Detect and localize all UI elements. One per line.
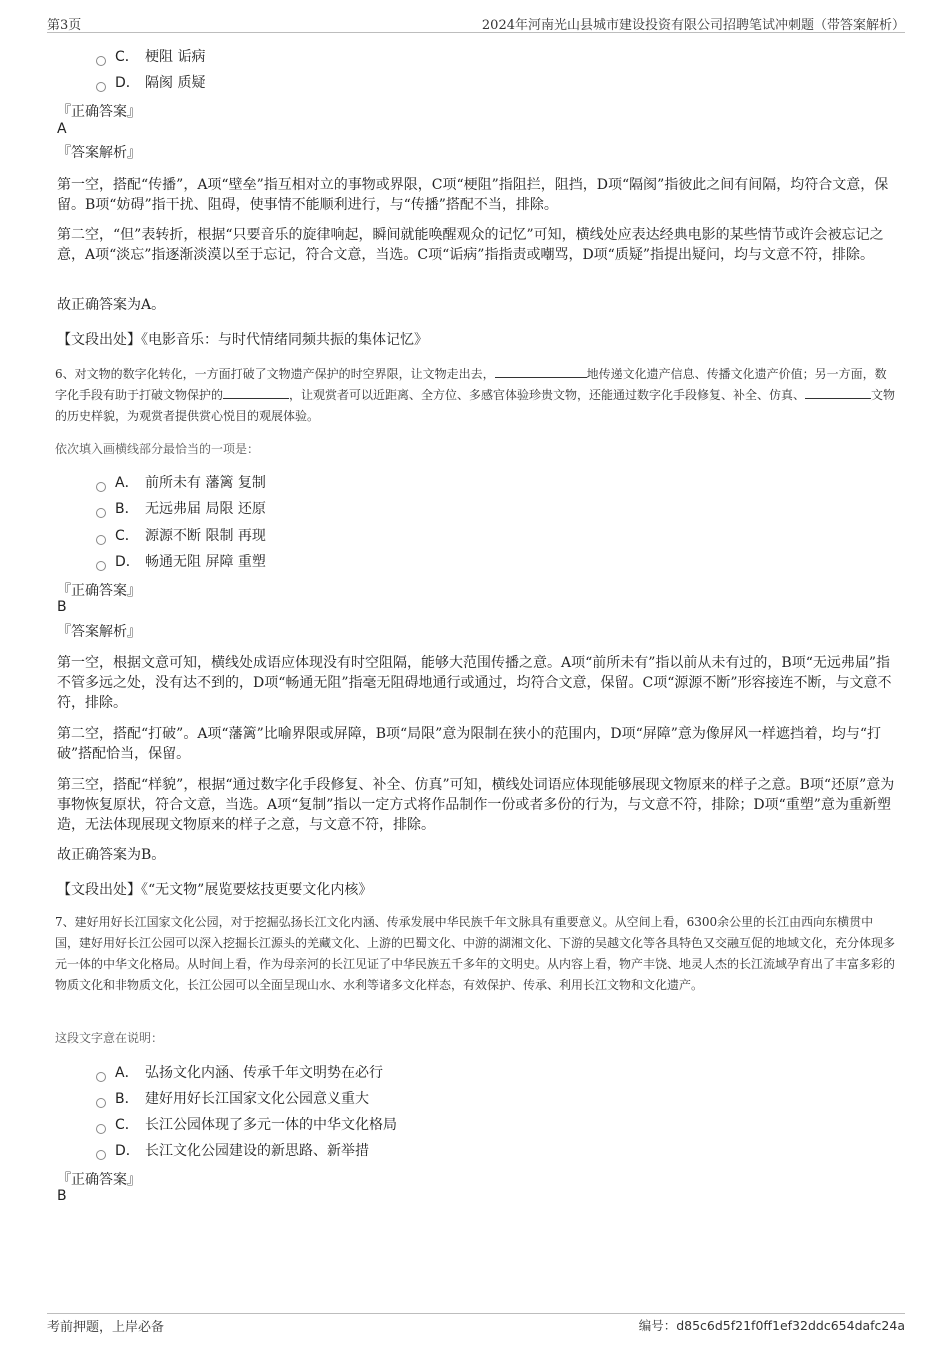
q7-option-b[interactable]: B． 建好用好长江国家文化公园意义重大 bbox=[96, 1090, 369, 1108]
q6-option-a[interactable]: A． 前所未有 藩篱 复制 bbox=[96, 474, 266, 492]
radio-icon[interactable] bbox=[96, 535, 106, 545]
q6-stem: 6、对文物的数字化转化，一方面打破了文物遗产保护的时空界限，让文物走出去， 地传递文化遗产信息、传播文化遗产价值；另一方面，数字化手段有助于打破文物保护的 ，让观赏者可以近距离、全方位、多感官体验珍贵文物，还能通过数字化手段修复、补全、仿真、 文物的历史样貌，为观赏者提供赏心悦目的观展体验。 bbox=[55, 364, 897, 427]
q6-analysis-para-2: 第二空，搭配“打破”。A项“藩篱”比喻界限或屏障，B项“局限”意为限制在狭小的范围内，D项“屏障”意为像屏风一样遮挡着，均与“打破”搭配恰当，保留。 bbox=[57, 726, 882, 762]
q5-option-c[interactable]: C． 梗阻 诟病 bbox=[96, 48, 205, 66]
q6-answer: B bbox=[57, 599, 67, 615]
q5-answer: A bbox=[57, 121, 67, 137]
q6-option-b[interactable]: B． 无远弗届 局限 还原 bbox=[96, 500, 266, 518]
page-number: 第3页 bbox=[47, 18, 82, 33]
q5-analysis-para-3: 故正确答案为A。 bbox=[57, 297, 166, 313]
page-header bbox=[47, 14, 905, 33]
q7-stem: 7、建好用好长江国家文化公园，对于挖掘弘扬长江文化内涵、传承发展中华民族千年文脉具有重要意义。从空间上看，6300余公里的长江由西向东横贯中国，建好用好长江公园可以深入挖掘长江源头的羌藏文化、上游的巴蜀文化、中游的湖湘文化、下游的吴越文化等各具特色又交融互促的地域文化，充分体现多元一体的中华文化格局。从时间上看，作为母亲河的长江见证了中华民族五千多年的文明史。从内容上看，物产丰饶、地灵人杰的长江流域孕育出了丰富多彩的物质文化和非物质文化，长江公园可以全面呈现山水、水利等诸多文化样态，有效保护、传承、利用长江文物和文化遗产。 bbox=[55, 915, 896, 992]
q7-prompt: 这段文字意在说明： bbox=[55, 1031, 164, 1045]
radio-icon[interactable] bbox=[96, 508, 106, 518]
q5-answer-label: 『正确答案』 bbox=[57, 104, 141, 120]
answer-blank-3 bbox=[805, 385, 871, 399]
radio-icon[interactable] bbox=[96, 1150, 106, 1160]
radio-icon[interactable] bbox=[96, 1072, 106, 1082]
q7-answer: B bbox=[57, 1188, 67, 1204]
q6-prompt: 依次填入画横线部分最恰当的一项是： bbox=[55, 442, 260, 456]
document-id: 编号：d85c6d5f21f0ff1ef32ddc654dafc24a bbox=[638, 1318, 905, 1333]
q6-option-d[interactable]: D． 畅通无阻 屏障 重塑 bbox=[96, 553, 266, 571]
radio-icon[interactable] bbox=[96, 1124, 106, 1134]
q6-answer-label: 『正确答案』 bbox=[57, 583, 141, 599]
q5-source: 【文段出处】《电影音乐：与时代情绪同频共振的集体记忆》 bbox=[57, 332, 428, 348]
radio-icon[interactable] bbox=[96, 482, 106, 492]
radio-icon[interactable] bbox=[96, 561, 106, 571]
q6-source: 【文段出处】《“无文物”展览要炫技更要文化内核》 bbox=[57, 882, 373, 898]
q7-answer-label: 『正确答案』 bbox=[57, 1172, 141, 1188]
q6-analysis-para-4: 故正确答案为B。 bbox=[57, 847, 166, 863]
document-title: 2024年河南光山县城市建设投资有限公司招聘笔试冲刺题（带答案解析） bbox=[481, 18, 905, 33]
q6-option-c[interactable]: C． 源源不断 限制 再现 bbox=[96, 527, 266, 545]
q5-analysis-para-1: 第一空，搭配“传播”，A项“壁垒”指互相对立的事物或界限，C项“梗阻”指阻拦，阻挡，D项“隔阂”指彼此之间有间隔，均符合文意，保留。B项“妨碍”指干扰、阻碍，使事情不能顺利进行，与“传播”搭配不当，排除。 bbox=[57, 177, 889, 213]
q5-analysis-para-2: 第二空，“但”表转折，根据“只要音乐的旋律响起，瞬间就能唤醒观众的记忆”可知，横线处应表达经典电影的某些情节或许会被忘记之意，A项“淡忘”指逐渐淡漠以至于忘记，符合文意，当选。C项“诟病”指指责或嘲骂，D项“质疑”指提出疑问，均与文意不符，排除。 bbox=[57, 227, 884, 263]
q6-analysis-label: 『答案解析』 bbox=[57, 624, 141, 640]
q5-option-d[interactable]: D． 隔阂 质疑 bbox=[96, 74, 205, 92]
q7-option-c[interactable]: C． 长江公园体现了多元一体的中华文化格局 bbox=[96, 1116, 397, 1134]
q5-analysis-label: 『答案解析』 bbox=[57, 145, 141, 161]
radio-icon[interactable] bbox=[96, 1098, 106, 1108]
answer-blank-2 bbox=[223, 385, 289, 399]
answer-blank-1 bbox=[495, 364, 587, 378]
q7-option-d[interactable]: D． 长江文化公园建设的新思路、新举措 bbox=[96, 1142, 369, 1160]
page-footer bbox=[47, 1313, 905, 1334]
radio-icon[interactable] bbox=[96, 82, 106, 92]
radio-icon[interactable] bbox=[96, 56, 106, 66]
q6-analysis-para-1: 第一空，根据文意可知，横线处成语应体现没有时空阻隔，能够大范围传播之意。A项“前所未有”指以前从未有过的，B项“无远弗届”指不管多远之处，没有达不到的，D项“畅通无阻”指毫无阻碍地通行或通过，均符合文意，保留。C项“源源不断”形容接连不断，与文意不符，排除。 bbox=[57, 655, 892, 711]
q7-option-a[interactable]: A． 弘扬文化内涵、传承千年文明势在必行 bbox=[96, 1064, 383, 1082]
footer-slogan: 考前押题，上岸必备 bbox=[47, 1320, 165, 1335]
q6-analysis-para-3: 第三空，搭配“样貌”，根据“通过数字化手段修复、补全、仿真”可知，横线处词语应体现能够展现文物原来的样子之意。B项“还原”意为事物恢复原状，符合文意，当选。A项“复制”指以一定方式将作品制作一份或者多份的行为，与文意不符，排除；D项“重塑”意为重新塑造，无法体现展现文物原来的样子之意，与文意不符，排除。 bbox=[57, 777, 895, 833]
